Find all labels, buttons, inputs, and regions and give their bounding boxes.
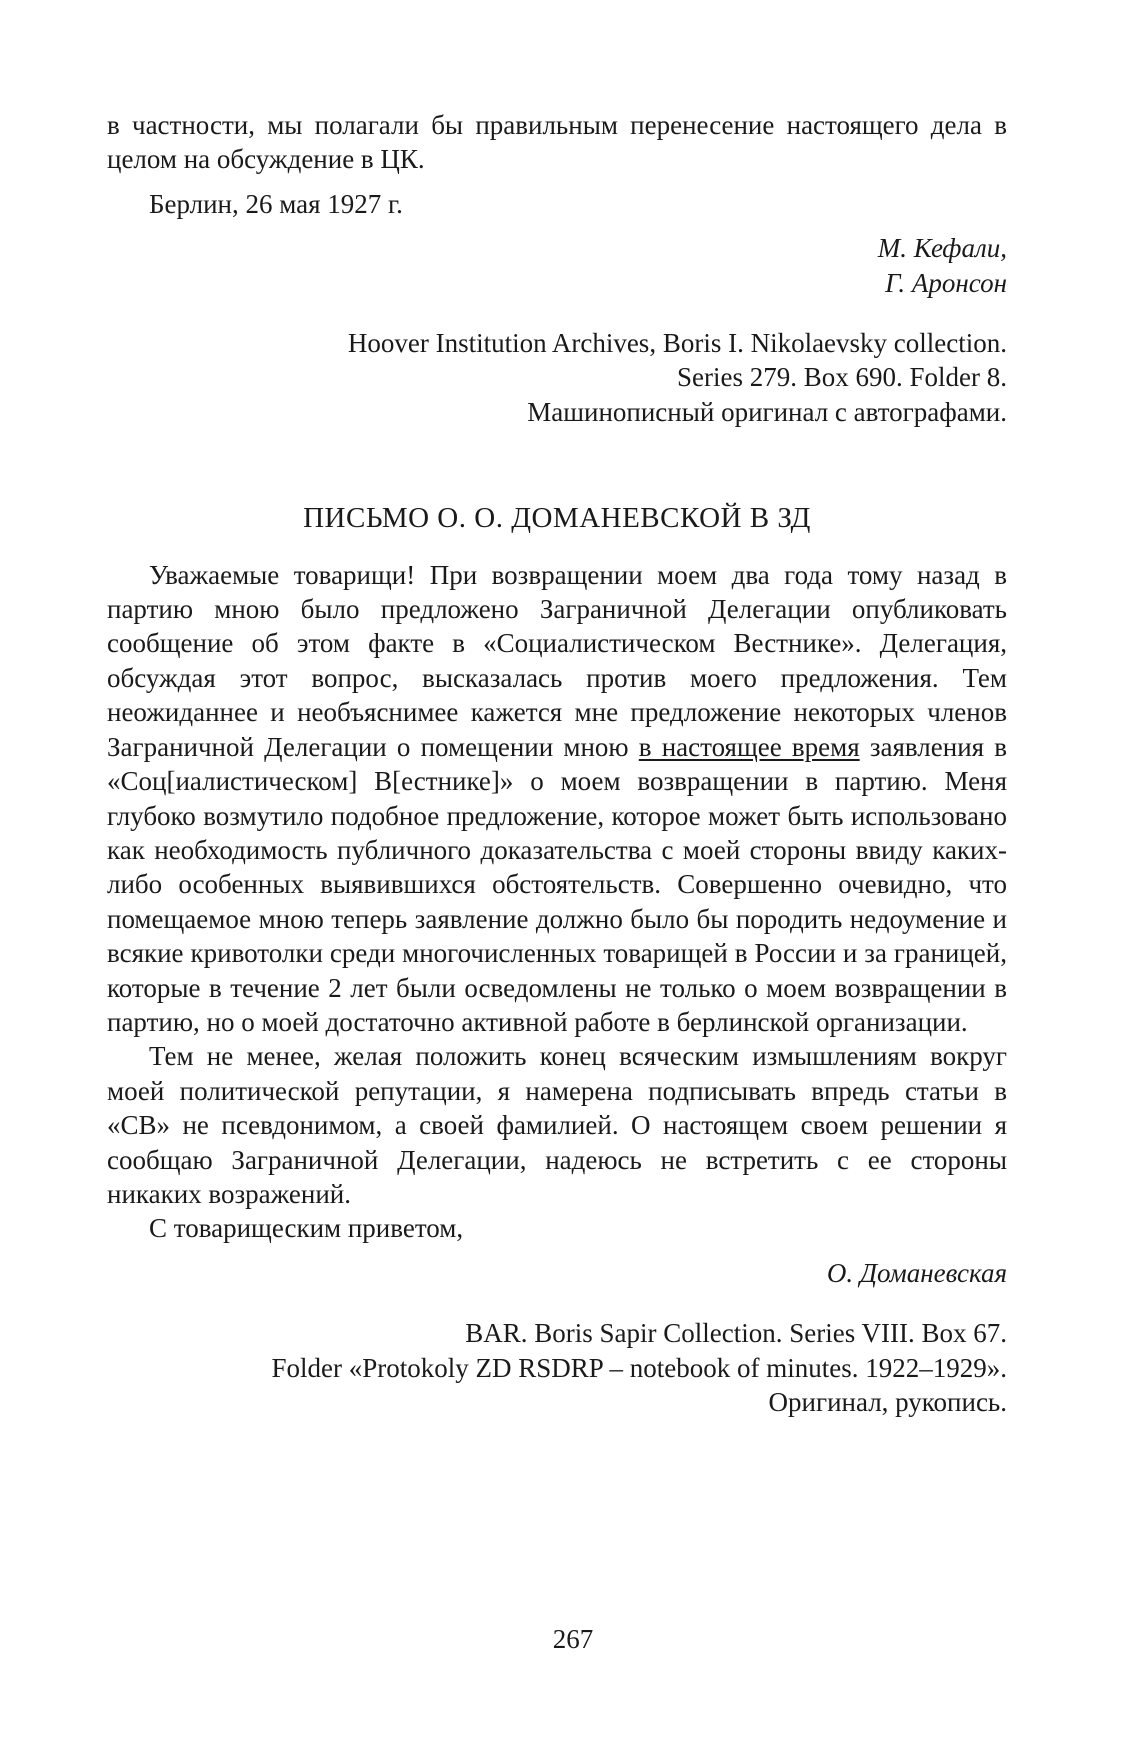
paragraph-text: заявления в «Соц[иалистическом] В[естнике]» о моем возвращении в партию. Меня глубоко возмутило подобное предложение, которое может быть использовано как необходимость публичного доказательства с моей стороны ввиду каких-либо особенных выявившихся обстоятельств. Совершенно очевидно, что помещаемое мною теперь заявление должно было бы породить недоумение и всякие кривотолки среди многочисленных товарищей в России и за границей, которые в течение 2 лет были осведомлены не только о моем возвращении в партию, но о моей достаточно активной работе в берлинской организации. [107,731,1008,1037]
source-line: Folder «Protokoly ZD RSDRP – notebook of minutes. 1922–1929». [271,1352,1007,1383]
source-line: Оригинал, рукопись. [768,1387,1007,1417]
letter1-signatures [107,231,1007,300]
signature-aronson: Г. Аронсон [885,267,1007,298]
letter2-closing: С товарищеским приветом, [149,1213,464,1244]
letter1-source [107,326,1007,429]
source-line: BAR. Boris Sapir Collection. Series VIII. Box 67. [465,1318,1007,1349]
letter1-place-date: Берлин, 26 мая 1927 г. [149,188,403,219]
letter2-paragraph-2: Тем не менее, желая положить конец всяческим измышлениям вокруг моей политической репутации, я намерена подписывать впредь статьи в «СВ» не псевдонимом, а своей фамилией. О настоящем своем решении я сообщаю Заграничной Делегации, надеюсь не встретить с ее стороны никаких возражений. [107,1041,1007,1209]
letter2-paragraph-1 [107,558,1007,1040]
page-content [107,108,1007,1419]
page-number: 267 [552,1624,594,1654]
letter2-source [107,1316,1007,1419]
underlined-phrase: в настоящее время [638,731,860,762]
signature-domanevskaya: О. Доманевская [826,1257,1007,1288]
source-line: Hoover Institution Archives, Boris I. Nikolaevsky collection. [347,328,1007,359]
source-line: Series 279. Box 690. Folder 8. [677,362,1007,393]
letter2-title: ПИСЬМО О. О. ДОМАНЕВСКОЙ В ЗД [303,502,811,535]
paragraph-text: Уважаемые товарищи! При возвращении моем два года тому назад в партию мною было предложено Заграничной Делегации опубликовать сообщение об этом факте в «Социалистическом Вестнике». Делегация, обсуждая этот вопрос, высказалась против моего предложения. Тем неожиданнее и необъяснимее кажется мне предложение некоторых членов Заграничной Делегации о помещении мною [107,559,1007,762]
signature-kefali: М. Кефали, [877,233,1007,264]
source-line: Машинописный оригинал с автографами. [527,396,1007,427]
letter1-continuation: в частности, мы полагали бы правильным перенесение настоящего дела в целом на обсуждение в ЦК. [107,110,1007,175]
